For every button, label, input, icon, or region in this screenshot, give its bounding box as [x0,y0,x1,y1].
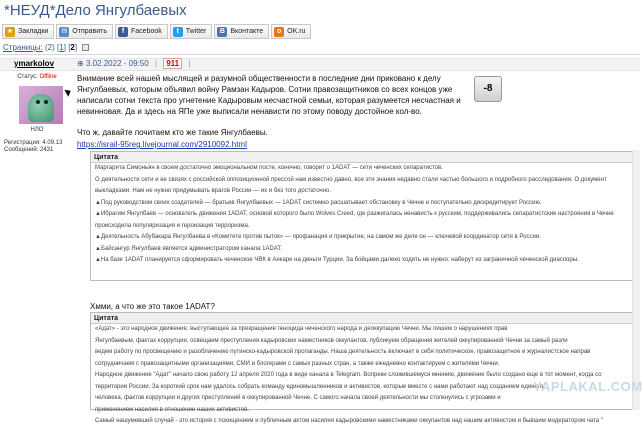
mouse-cursor-icon [64,87,72,96]
quote-paragraph: ▲Байсангур Янгулбаев является администратором канала 1ADAT. [95,245,283,252]
post-id[interactable]: 911 [163,58,182,69]
quote-paragraph: применением насилия в отношении наших активистов. [95,406,249,413]
quote-paragraph: территории России. За короткий срок нам удалось собрать команду единомышленников и активистов, которые вместе с нами работают над созданием единого [95,383,544,390]
post-meta: ⊕ 3.02.2022 - 09:50 | 911 | [77,59,191,68]
watermark: YAPLAKAL.COM [533,379,643,394]
share-bar [2,24,311,39]
page-prev[interactable]: (2) [45,43,55,52]
post-rating[interactable]: -8 [474,76,502,102]
quote-block-1 [90,151,636,281]
question-text: Хмми, а что же это такое 1ADAT? [90,302,215,311]
ok-button[interactable] [271,24,311,39]
page-2: 2 [70,43,75,52]
quote-block-2 [90,312,636,424]
post-date: 3.02.2022 - 09:50 [85,59,149,68]
vkontakte-label: Вконтакте [230,28,264,35]
ok-label: OK.ru [287,28,306,35]
quote-paragraph: ▲Под руководством своих создателей — братьев Янгулбаевых — 1ADAT системно расшатывает обстановку в Чечне и поступательно дискредитирует Россию. [95,199,542,206]
twitter-label: Twitter [185,28,207,35]
quote-label: Цитата [91,313,635,324]
quote-paragraph: Маргарита Симоньян в своем достаточно эмоциональном посте, конечно, говорит о 1ADAT — сети чеченских сепаратистов. [95,165,443,171]
ok-icon: o [274,27,284,37]
quote-paragraph: «Адат» - это народное движение, выступающее за прекращение геноцида чеченского народа и деоккупацию Чечни. Мы пишем о нарушениях прав [95,326,508,332]
user-status: Статус: Offline [17,74,57,80]
quote-paragraph: человека, фактов коррупции и других преступлений в оккупированной Чечне. С самого начала своей деятельности мы столкнулись с угрозами и [95,395,501,401]
quote-paragraph: ▲Деятельность Абубакара Янгулбаева в «Комитете против пыток» — профанация и прикрытие, на самом же деле он — ключевой координатор сети в России. [95,234,541,240]
quote-paragraph: Янгулбаевым, фактах коррупции, освещаем преступления кадыровских наместников оккупантов, публикуем обращения жителей оккупированной Чечни за самый разли [95,337,568,344]
print-icon[interactable] [82,44,89,51]
twitter-button[interactable] [170,24,213,39]
twitter-icon: t [173,27,183,37]
quote-paragraph: Народное движение "Адат" начало свою работу 12 апреля 2020 года в виде канала в Telegram. Вопреки сложившемуся мнению, движение было создано еще в тот момент, когда со [95,372,602,378]
page-title: *НЕУД*Дело Янгулбаевых [4,2,187,19]
send-button[interactable] [56,24,113,39]
send-label: Отправить [72,28,108,35]
facebook-button[interactable] [115,24,168,39]
facebook-label: Facebook [131,28,162,35]
quote-paragraph: ведем работу по просвещению и разоблачению путинско-кадыровской пропаганды. Наша деятельность включает в себя политическое, правозащитное и журналистское направ [95,349,591,355]
username-link[interactable]: ymarkolov [14,59,55,68]
quote-paragraph: ▲На базе 1ADAT планируется сформировать чеченское ЧВК в Анкаре на деньги Турции. За бойцами далеко ходить не нужно: наберут из заграничной чеченской диаспоры. [95,257,579,263]
bookmarks-icon: ★ [6,27,14,35]
post-intro: Внимание всей нашей мыслящей и разумной общественности в последние дни приковано к делу Янгулбаевых, которым объявил войну Рамзан Кадыров. Сотни правозащитников со всех концов уже написали сотни текста про угнетение Кадыровым несчастной семьи, которая разумеется несчастная и невинновая. Да и здесь на ЯПе уже выписали ненависти по этому поводу достойное кол-во. [77,74,461,116]
post-date-icon: ⊕ [77,59,84,68]
bookmarks-label: Закладки [18,28,49,35]
pagination: Страницы: (2) [1] [2] [3,43,89,52]
quote-paragraph: Самый нашумевший случай - это история с похищением и публичным актом насилия кадыровскими наместниками оккупантов над нашим активистом и бывшим модератором чата " [95,418,603,424]
send-icon: ✉ [59,27,69,37]
source-link[interactable]: https://israil-95reg.livejournal.com/2910092.html [77,140,247,149]
quote-paragraph: происходила популяризация и героизация терроризма. [95,222,250,229]
quote-label: Цитата [91,152,635,163]
divider [0,54,640,55]
user-messages: Сообщений: 2431 [4,147,54,153]
quote-paragraph: выкладками. Нам не нужно придумывать врагов России — их и без того достаточно. [95,188,331,194]
quote-paragraph: ▲Ибрагим Янгулбаев — основатель движения 1ADAT, основой которого было Wolves Creed, где разжигалась ненависть к русским, поддерживались сепаратистские настроения в Чечне [95,211,614,217]
quote-paragraph: О деятельности сети и ее связях с российской оппозиционной прессой нам известно давно, все эти знания недавно стали частью большого и подробного расследования. О документ [95,176,607,183]
page-1[interactable]: 1 [59,43,64,52]
vkontakte-icon: В [217,27,227,37]
user-role: НЛО [30,127,44,133]
quote-paragraph: сотрудничаем с правозащитными организациями, СМИ и блогерами с самых разных стран, а также ежедневно контактируем с жителями Чечни. [95,360,500,367]
user-registration: Регистрация: 4.09.13 [4,140,63,146]
avatar[interactable] [19,86,63,124]
vkontakte-button[interactable] [214,24,269,39]
facebook-icon: f [118,27,128,37]
quote-scrollbar[interactable] [632,150,640,410]
post-paragraph: Что ж, давайте почитаем кто же такие Янгулбаевы. [77,128,268,137]
bookmarks-button[interactable] [2,24,54,39]
pages-label[interactable]: Страницы: [3,43,43,52]
